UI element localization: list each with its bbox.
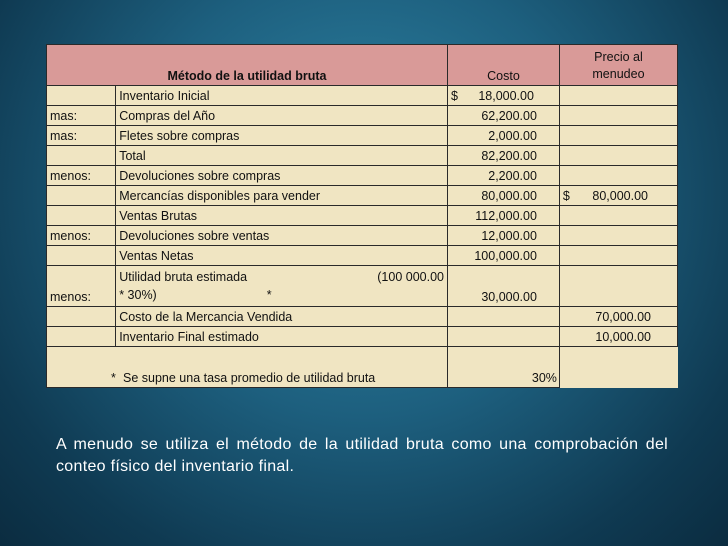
table-row xyxy=(47,307,678,327)
row-price xyxy=(559,166,677,186)
row-label: Compras del Año xyxy=(116,106,448,126)
row-prefix: menos: xyxy=(47,226,116,246)
row-prefix xyxy=(47,186,116,206)
table-row-gross-profit xyxy=(47,266,678,307)
row-prefix: mas: xyxy=(47,126,116,146)
row-price xyxy=(559,206,677,226)
row-cost: 2,000.00 xyxy=(447,126,559,146)
row-label: Devoluciones sobre compras xyxy=(116,166,448,186)
table-row xyxy=(47,86,678,106)
row-price xyxy=(559,246,677,266)
row-cost: 12,000.00 xyxy=(447,226,559,246)
row-price: 70,000.00 xyxy=(559,307,677,327)
row-label: Inventario Inicial xyxy=(116,86,448,106)
row-prefix xyxy=(47,146,116,166)
row-prefix: menos: xyxy=(47,266,116,307)
row-price xyxy=(559,106,677,126)
row-price xyxy=(559,126,677,146)
row-cost xyxy=(447,86,559,106)
cost-currency: $ xyxy=(450,88,458,103)
row-prefix xyxy=(47,246,116,266)
row-label: Ventas Brutas xyxy=(116,206,448,226)
gross-profit-table-container xyxy=(46,44,678,388)
price-currency: $ xyxy=(562,188,570,203)
table-row xyxy=(47,146,678,166)
note-asterisk: * xyxy=(111,371,116,385)
note-empty xyxy=(559,347,677,388)
row-label-gross-profit xyxy=(116,266,448,307)
header-cost: Costo xyxy=(447,45,559,86)
row-cost: 30,000.00 xyxy=(447,266,559,307)
header-price-line1: Precio al xyxy=(594,50,643,64)
row-cost xyxy=(447,327,559,347)
row-price xyxy=(559,186,677,206)
header-retail-price xyxy=(559,45,677,86)
row-label: Ventas Netas xyxy=(116,246,448,266)
gross-profit-asterisk: * xyxy=(266,288,272,302)
table-row xyxy=(47,327,678,347)
row-label: Inventario Final estimado xyxy=(116,327,448,347)
row-price: 10,000.00 xyxy=(559,327,677,347)
row-price xyxy=(559,226,677,246)
row-label: Fletes sobre compras xyxy=(116,126,448,146)
row-prefix xyxy=(47,206,116,226)
row-label: Costo de la Mercancia Vendida xyxy=(116,307,448,327)
gross-profit-formula-start: (100 000.00 xyxy=(377,270,444,284)
row-cost xyxy=(447,307,559,327)
header-title: Método de la utilidad bruta xyxy=(47,45,448,86)
row-price xyxy=(559,266,677,307)
row-label: Total xyxy=(116,146,448,166)
slide-caption: A menudo se utiliza el método de la utilidad bruta como una comprobación del conteo físico del inventario final. xyxy=(56,436,668,475)
note-text: Se supne una tasa promedio de utilidad bruta xyxy=(123,371,376,385)
table-note-row xyxy=(47,347,678,388)
note-cell xyxy=(47,347,448,388)
row-cost: 2,200.00 xyxy=(447,166,559,186)
price-value: 80,000.00 xyxy=(592,188,648,203)
row-prefix: menos: xyxy=(47,166,116,186)
gross-profit-label: Utilidad bruta estimada xyxy=(119,270,248,284)
table-row xyxy=(47,106,678,126)
table-row xyxy=(47,226,678,246)
table-row xyxy=(47,206,678,226)
row-cost: 80,000.00 xyxy=(447,186,559,206)
row-cost: 82,200.00 xyxy=(447,146,559,166)
cost-value: 18,000.00 xyxy=(478,88,534,103)
table-row xyxy=(47,186,678,206)
row-label: Mercancías disponibles para vender xyxy=(116,186,448,206)
row-price xyxy=(559,86,677,106)
table-row xyxy=(47,166,678,186)
row-cost: 62,200.00 xyxy=(447,106,559,126)
row-prefix xyxy=(47,307,116,327)
table-row xyxy=(47,126,678,146)
row-cost: 112,000.00 xyxy=(447,206,559,226)
note-percent: 30% xyxy=(447,347,559,388)
row-label: Devoluciones sobre ventas xyxy=(116,226,448,246)
row-cost: 100,000.00 xyxy=(447,246,559,266)
row-price xyxy=(559,146,677,166)
row-prefix xyxy=(47,327,116,347)
table-row xyxy=(47,246,678,266)
row-prefix: mas: xyxy=(47,106,116,126)
header-price-line2: menudeo xyxy=(592,67,645,81)
row-prefix xyxy=(47,86,116,106)
table-header-row xyxy=(47,45,678,86)
gross-profit-formula-end: * 30%) xyxy=(119,288,157,302)
gross-profit-table xyxy=(46,44,678,388)
